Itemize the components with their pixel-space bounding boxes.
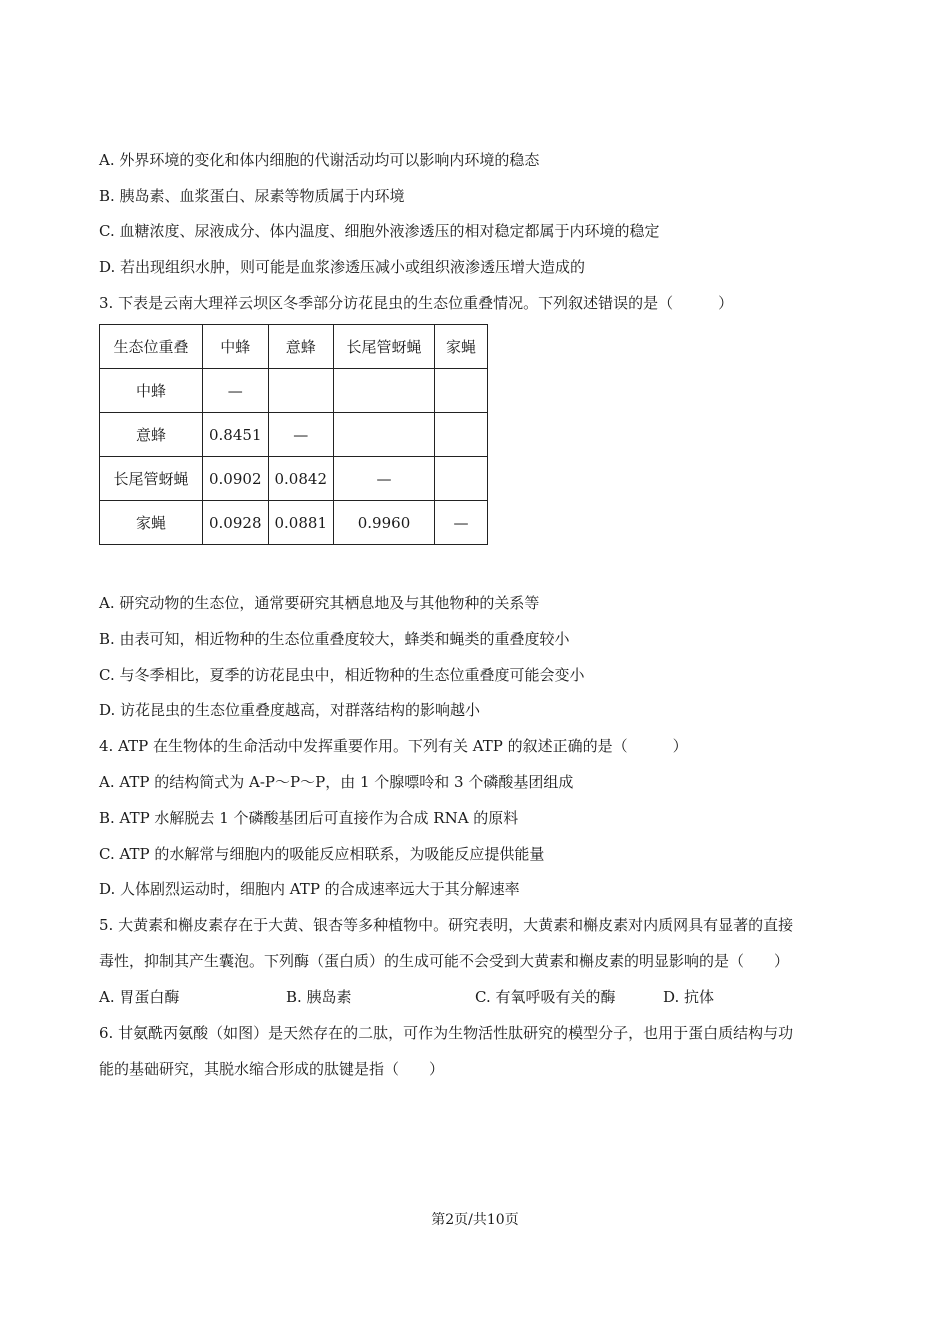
page-number: 第2页/共10页: [431, 1212, 519, 1228]
table-cell: 0.0928: [203, 501, 269, 545]
q4-option-b: B. ATP 水解脱去 1 个磷酸基团后可直接作为合成 RNA 的原料: [99, 809, 519, 827]
q4-option-a: A. ATP 的结构简式为 A-P～P～P，由 1 个腺嘌呤和 3 个磷酸基团组成: [99, 773, 574, 791]
q5-options: [99, 986, 839, 1006]
table-cell: [268, 369, 334, 413]
table-cell: 0.0902: [203, 457, 269, 501]
table-row: [100, 413, 488, 457]
q4-stem: 4. ATP 在生物体的生命活动中发挥重要作用。下列有关 ATP 的叙述正确的是（ ）: [99, 737, 688, 755]
table-row: [100, 501, 488, 545]
q2-option-b: B. 胰岛素、血浆蛋白、尿素等物质属于内环境: [99, 187, 405, 205]
table-cell: [435, 369, 488, 413]
q5-option-d: D. 抗体: [663, 988, 715, 1006]
q6-stem-line2: 能的基础研究，其脱水缩合形成的肽键是指（ ）: [99, 1060, 445, 1078]
q3-option-b: B. 由表可知，相近物种的生态位重叠度较大，蜂类和蝇类的重叠度较小: [99, 630, 570, 648]
q5-option-a: A. 胃蛋白酶: [99, 988, 180, 1006]
q3-stem: 3. 下表是云南大理祥云坝区冬季部分访花昆虫的生态位重叠情况。下列叙述错误的是（ ）: [99, 294, 734, 312]
q2-option-d: D. 若出现组织水肿，则可能是血浆渗透压减小或组织液渗透压增大造成的: [99, 258, 586, 276]
table-cell: 0.9960: [334, 501, 435, 545]
q2-option-a: A. 外界环境的变化和体内细胞的代谢活动均可以影响内环境的稳态: [99, 151, 540, 169]
table-header-cell: 中蜂: [203, 325, 269, 369]
q5-stem-line2: 毒性，抑制其产生囊泡。下列酶（蛋白质）的生成可能不会受到大黄素和槲皮素的明显影响的是（ ）: [99, 952, 790, 970]
q5-option-c: C. 有氧呼吸有关的酶: [475, 988, 616, 1006]
table-cell: 长尾管蚜蝇: [100, 457, 203, 501]
table-header-cell: 意蜂: [268, 325, 334, 369]
q5-stem-line1: 5. 大黄素和槲皮素存在于大黄、银杏等多种植物中。研究表明，大黄素和槲皮素对内质网具有显著的直接: [99, 916, 794, 934]
table-cell: [435, 413, 488, 457]
q5-option-b: B. 胰岛素: [286, 988, 352, 1006]
q4-option-c: C. ATP 的水解常与细胞内的吸能反应相联系，为吸能反应提供能量: [99, 845, 545, 863]
table-cell: 中蜂: [100, 369, 203, 413]
table-cell: —: [268, 413, 334, 457]
table-cell: 家蝇: [100, 501, 203, 545]
table-cell: [435, 457, 488, 501]
table-cell: 0.0842: [268, 457, 334, 501]
table-header-cell: 长尾管蚜蝇: [334, 325, 435, 369]
q4-option-d: D. 人体剧烈运动时，细胞内 ATP 的合成速率远大于其分解速率: [99, 880, 520, 898]
q3-option-d: D. 访花昆虫的生态位重叠度越高，对群落结构的影响越小: [99, 701, 481, 719]
table-row: [100, 457, 488, 501]
table-header-cell: 家蝇: [435, 325, 488, 369]
table-cell: [334, 369, 435, 413]
table-cell: 0.0881: [268, 501, 334, 545]
table-cell: —: [435, 501, 488, 545]
table-header-cell: 生态位重叠: [100, 325, 203, 369]
q3-option-c: C. 与冬季相比，夏季的访花昆虫中，相近物种的生态位重叠度可能会变小: [99, 666, 585, 684]
q2-option-c: C. 血糖浓度、尿液成分、体内温度、细胞外液渗透压的相对稳定都属于内环境的稳定: [99, 222, 660, 240]
table-cell: [334, 413, 435, 457]
q3-option-a: A. 研究动物的生态位，通常要研究其栖息地及与其他物种的关系等: [99, 594, 540, 612]
q6-stem-line1: 6. 甘氨酰丙氨酸（如图）是天然存在的二肽，可作为生物活性肽研究的模型分子，也用于蛋白质结构与功: [99, 1024, 794, 1042]
table-cell: —: [334, 457, 435, 501]
table-cell: —: [203, 369, 269, 413]
table-cell: 意蜂: [100, 413, 203, 457]
table-row: [100, 369, 488, 413]
niche-overlap-table: [99, 324, 488, 545]
table-header-row: [100, 325, 488, 369]
table-cell: 0.8451: [203, 413, 269, 457]
